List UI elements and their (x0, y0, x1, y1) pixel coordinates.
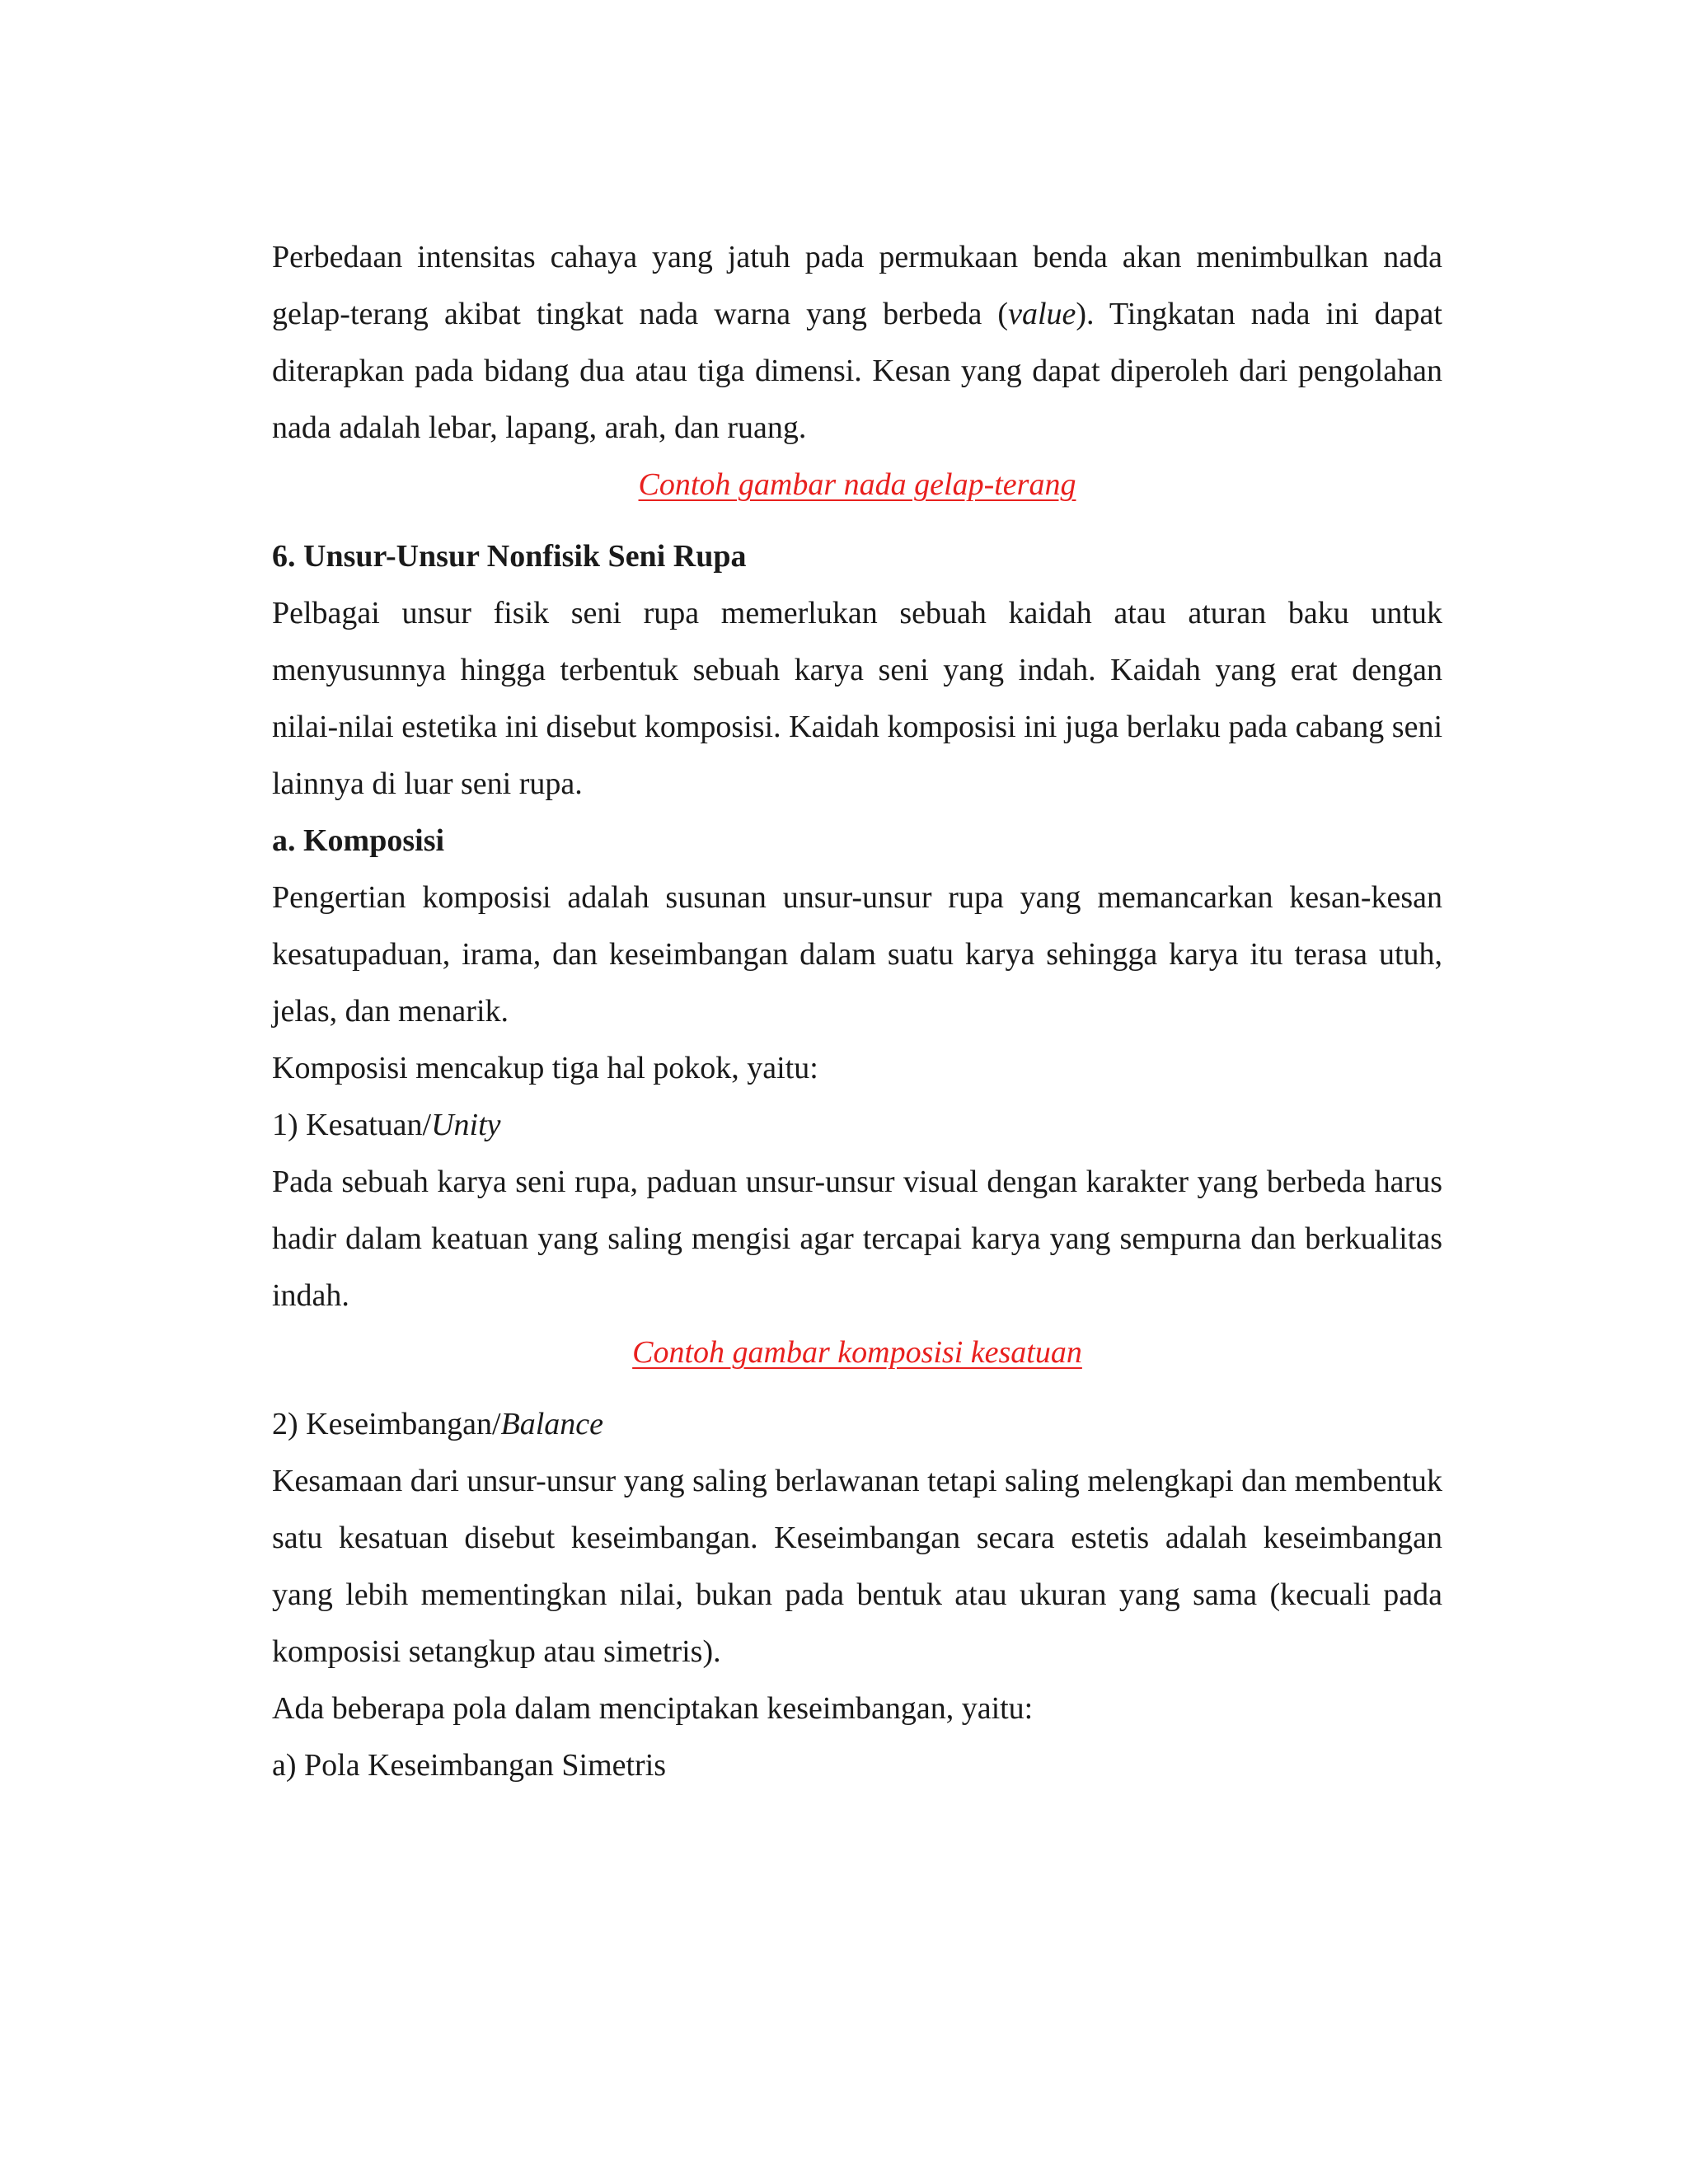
paragraph-unity: Pada sebuah karya seni rupa, paduan unsur-unsur visual dengan karakter yang berbeda harus hadir dalam keatuan yang saling mengisi agar tercapai karya yang sempurna dan berkualitas indah. (272, 1165, 1442, 1313)
list-item-label: 2) Keseimbangan/ (272, 1407, 501, 1441)
paragraph-text: Perbedaan intensitas cahaya yang jatuh pada permukaan benda akan menimbulkan nada gelap-terang akibat tingkat nada warna yang berbeda ( (272, 240, 1442, 331)
paragraph-composition-definition: Pengertian komposisi adalah susunan unsur-unsur rupa yang memancarkan kesan-kesan kesatupaduan, irama, dan keseimbangan dalam suatu karya sehingga karya itu terasa utuh, jelas, dan menarik. (272, 880, 1442, 1029)
link-example-unity[interactable]: Contoh gambar komposisi kesatuan (632, 1335, 1082, 1370)
paragraph-balance-patterns: Ada beberapa pola dalam menciptakan keseimbangan, yaitu: (272, 1691, 1034, 1726)
spacer (272, 513, 1442, 528)
list-item-balance (272, 1396, 1442, 1453)
paragraph-text: ). Tingkatan nada ini dapat diterapkan pada bidang dua atau tiga dimensi. Kesan yang dapat diperoleh dari pengolahan nada adalah lebar, lapang, arah, dan ruang. (272, 297, 1442, 445)
paragraph-balance: Kesamaan dari unsur-unsur yang saling berlawanan tetapi saling melengkapi dan membentuk satu kesatuan disebut keseimbangan. Keseimbangan secara estetis adalah keseimbangan yang lebih mementingkan nilai, bukan pada bentuk atau ukuran yang sama (kecuali pada komposisi setangkup atau simetris). (272, 1464, 1442, 1669)
italic-term-value: value (1008, 297, 1076, 331)
paragraph-composition-points: Komposisi mencakup tiga hal pokok, yaitu: (272, 1051, 818, 1085)
italic-term-unity: Unity (431, 1108, 501, 1142)
paragraph-composition-rules: Pelbagai unsur fisik seni rupa memerlukan sebuah kaidah atau aturan baku untuk menyusunnya hingga terbentuk sebuah karya seni yang indah. Kaidah yang erat dengan nilai-nilai estetika ini disebut komposisi. Kaidah komposisi ini juga berlaku pada cabang seni lainnya di luar seni rupa. (272, 596, 1442, 801)
section-heading-nonphysical: 6. Unsur-Unsur Nonfisik Seni Rupa (272, 539, 747, 574)
spacer (272, 1381, 1442, 1396)
list-item-label: 1) Kesatuan/ (272, 1108, 432, 1142)
list-item-symmetric: a) Pola Keseimbangan Simetris (272, 1748, 667, 1783)
link-example-light-dark[interactable]: Contoh gambar nada gelap-terang (638, 467, 1076, 502)
subsection-heading-composition: a. Komposisi (272, 823, 445, 858)
italic-term-balance: Balance (500, 1407, 604, 1441)
list-item-unity (272, 1097, 1442, 1154)
document-body (272, 229, 1442, 1794)
paragraph-value-intro (272, 229, 1442, 457)
